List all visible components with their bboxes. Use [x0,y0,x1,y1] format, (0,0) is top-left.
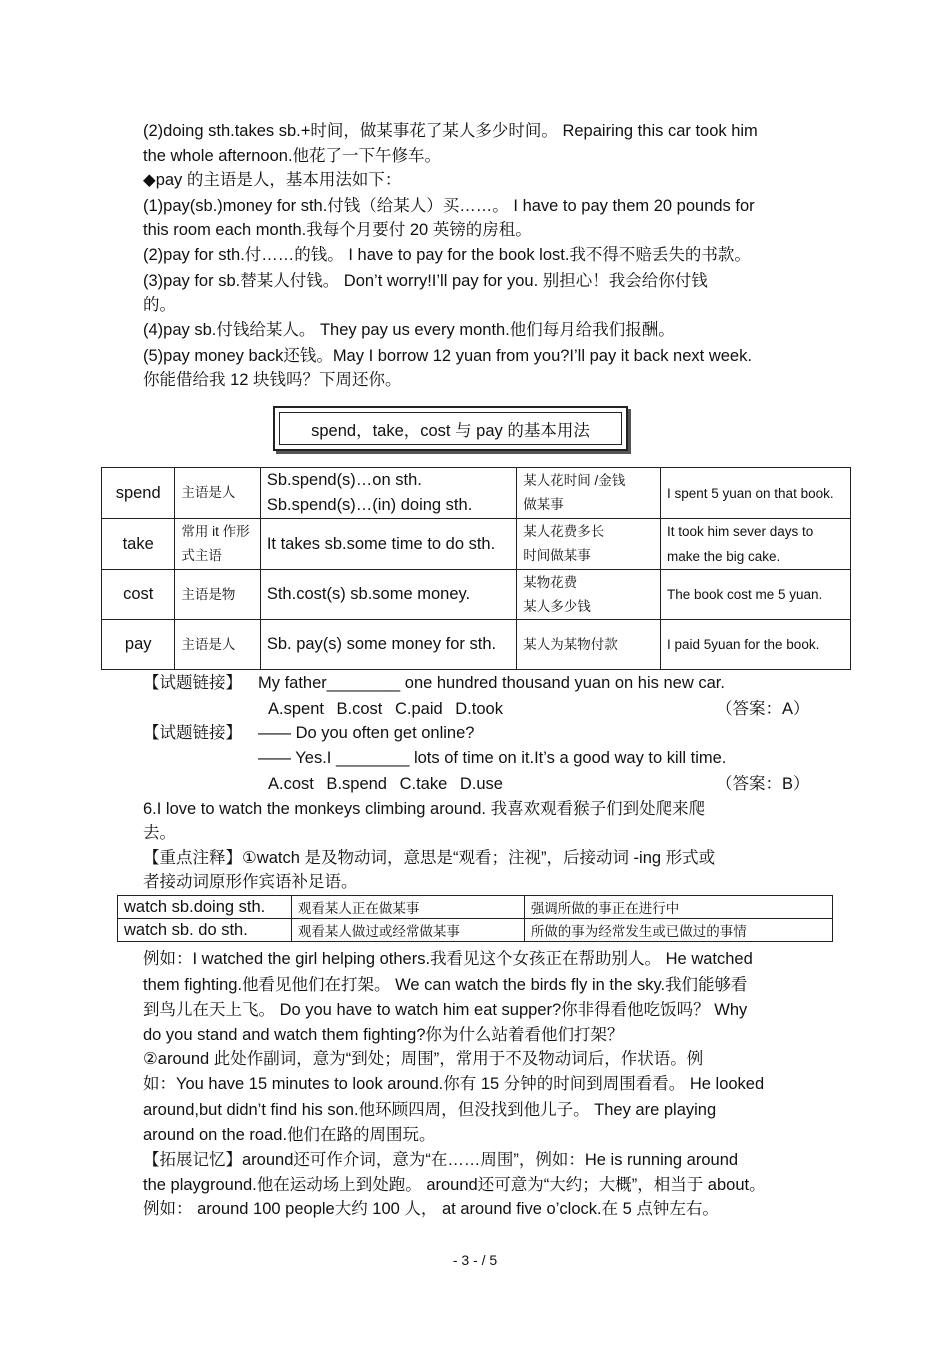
text-line: (2)doing sth.takes sb.+时间，做某事花了某人多少时间。 Repairing this car took him [143,122,758,140]
section-title: spend，take，cost 与 pay 的基本用法 [279,412,622,445]
text-line: the playground.他在运动场上到处跑。 around还可意为“大约；大概”，相当于 about。 [143,1176,766,1194]
quiz-label: 【试题链接】 [143,724,242,742]
table-row [102,468,851,519]
table-row [102,620,851,670]
note-cell: 所做的事为经常发生或已做过的事情 [524,919,832,942]
subject-cell: 主语是人 [175,620,260,670]
text-line: 者接动词原形作宾语补足语。 [143,873,358,891]
example-cell: The book cost me 5 yuan. [660,570,850,620]
word-cell: take [102,519,175,570]
text-line: ②around 此处作副词，意为“到处；周围”，常用于不及物动词后，作状语。例 [143,1050,704,1068]
text-line: the whole afternoon.他花了一下午修车。 [143,147,442,165]
text-line: (5)pay money back还钱。May I borrow 12 yuan from you?I’ll pay it back next week. [143,347,752,365]
pattern-cell [260,570,516,620]
quiz-answer: （答案：B） [716,775,810,793]
word-cell: pay [102,620,175,670]
text-line: 【重点注释】①watch 是及物动词，意思是“观看；注视”，后接动词 -ing 形式或 [143,849,716,867]
meaning-line: 某人多少钱 [523,598,591,614]
example-cell: I spent 5 yuan on that book. [660,468,850,519]
quiz-options: A.cost B.spend C.take D.use [268,775,503,793]
text-line: 你能借给我 12 块钱吗？下周还你。 [143,371,402,389]
table-row [118,919,833,942]
usage-table [101,467,851,670]
watch-table [117,895,833,942]
section-title-box [273,406,628,451]
text-line: 到鸟儿在天上飞。 Do you have to watch him eat supper?你非得看他吃饭吗？ Why [143,1001,748,1019]
pattern-line: Sb.spend(s)…on sth. [266,471,422,489]
text-line: 的。 [143,296,176,314]
text-line: ◆pay 的主语是人，基本用法如下： [143,171,402,189]
subject-cell: 常用 it 作形式主语 [175,519,260,570]
word-cell: spend [102,468,175,519]
pattern-line: Sth.cost(s) sb.some money. [266,585,471,603]
meaning-cell [517,620,661,670]
pattern-cell [260,620,516,670]
text-line: this room each month.我每个月要付 20 英镑的房租。 [143,221,532,239]
text-line: 去。 [143,824,176,842]
meaning-cell: 观看某人正在做某事 [291,896,524,919]
meaning-line: 某人花费多长 [523,524,605,539]
text-line: (2)pay for sth.付……的钱。 I have to pay for the book lost.我不得不赔丢失的书款。 [143,246,751,264]
table-row [102,570,851,620]
quiz-question: —— Yes.I ________ lots of time on it.It’s a good way to kill time. [258,749,727,767]
subject-cell: 主语是人 [175,468,260,519]
table-row [118,896,833,919]
pattern-line: Sb.spend(s)…(in) doing sth. [266,496,473,514]
note-cell: 强调所做的事正在进行中 [524,896,832,919]
text-line: them fighting.他看见他们在打架。 We can watch the birds fly in the sky.我们能够看 [143,976,748,994]
pattern-cell: watch sb. do sth. [118,919,292,942]
table-row [102,519,851,570]
text-line: around on the road.他们在路的周围玩。 [143,1126,436,1144]
quiz-answer: （答案：A） [716,700,810,718]
quiz-label: 【试题链接】 [143,674,242,692]
meaning-line: 某人花时间 /金钱 [523,473,626,488]
meaning-line: 时间做某事 [523,548,591,563]
quiz-question: —— Do you often get online? [258,724,475,742]
meaning-cell [517,468,661,519]
pattern-line: It takes sb.some time to do sth. [266,534,496,553]
meaning-cell [517,519,661,570]
page-number: - 3 - / 5 [452,1252,498,1268]
meaning-line: 做某事 [523,497,564,512]
meaning-cell: 观看某人做过或经常做某事 [291,919,524,942]
text-line: (3)pay for sb.替某人付钱。 Don’t worry!I’ll pay for you. 别担心！我会给你付钱 [143,272,708,290]
subject-cell: 主语是物 [175,570,260,620]
text-line: (4)pay sb.付钱给某人。 They pay us every month.他们每月给我们报酬。 [143,321,675,339]
text-line: 【拓展记忆】around还可作介词，意为“在……周围”，例如：He is running around [143,1151,739,1169]
example-cell: I paid 5yuan for the book. [660,620,850,670]
text-line: do you stand and watch them fighting?你为什么站着看他们打架？ [143,1026,624,1044]
word-cell: cost [102,570,175,620]
pattern-cell: watch sb.doing sth. [118,896,292,919]
pattern-line: Sb. pay(s) some money for sth. [266,635,497,653]
quiz-options: A.spent B.cost C.paid D.took [268,700,503,718]
example-cell: It took him sever days to make the big cake. [660,519,850,570]
pattern-cell [260,468,516,519]
text-line: around,but didn’t find his son.他环顾四周，但没找到他儿子。 They are playing [143,1101,717,1119]
meaning-line: 某人为某物付款 [523,636,618,652]
text-line: (1)pay(sb.)money for sth.付钱（给某人）买……。 I have to pay them 20 pounds for [143,197,755,215]
text-line: 如：You have 15 minutes to look around.你有 15 分钟的时间到周围看看。 He looked [143,1075,765,1093]
text-line: 例如：I watched the girl helping others.我看见这个女孩正在帮助别人。 He watched [143,950,753,968]
meaning-line: 某物花费 [523,574,578,590]
text-line: 例如： around 100 people大约 100 人， at around five o’clock.在 5 点钟左右。 [143,1200,719,1218]
pattern-cell [260,519,516,570]
meaning-cell [517,570,661,620]
text-line: 6.I love to watch the monkeys climbing around. 我喜欢观看猴子们到处爬来爬 [143,800,706,818]
quiz-question: My father________ one hundred thousand yuan on his new car. [258,674,725,692]
